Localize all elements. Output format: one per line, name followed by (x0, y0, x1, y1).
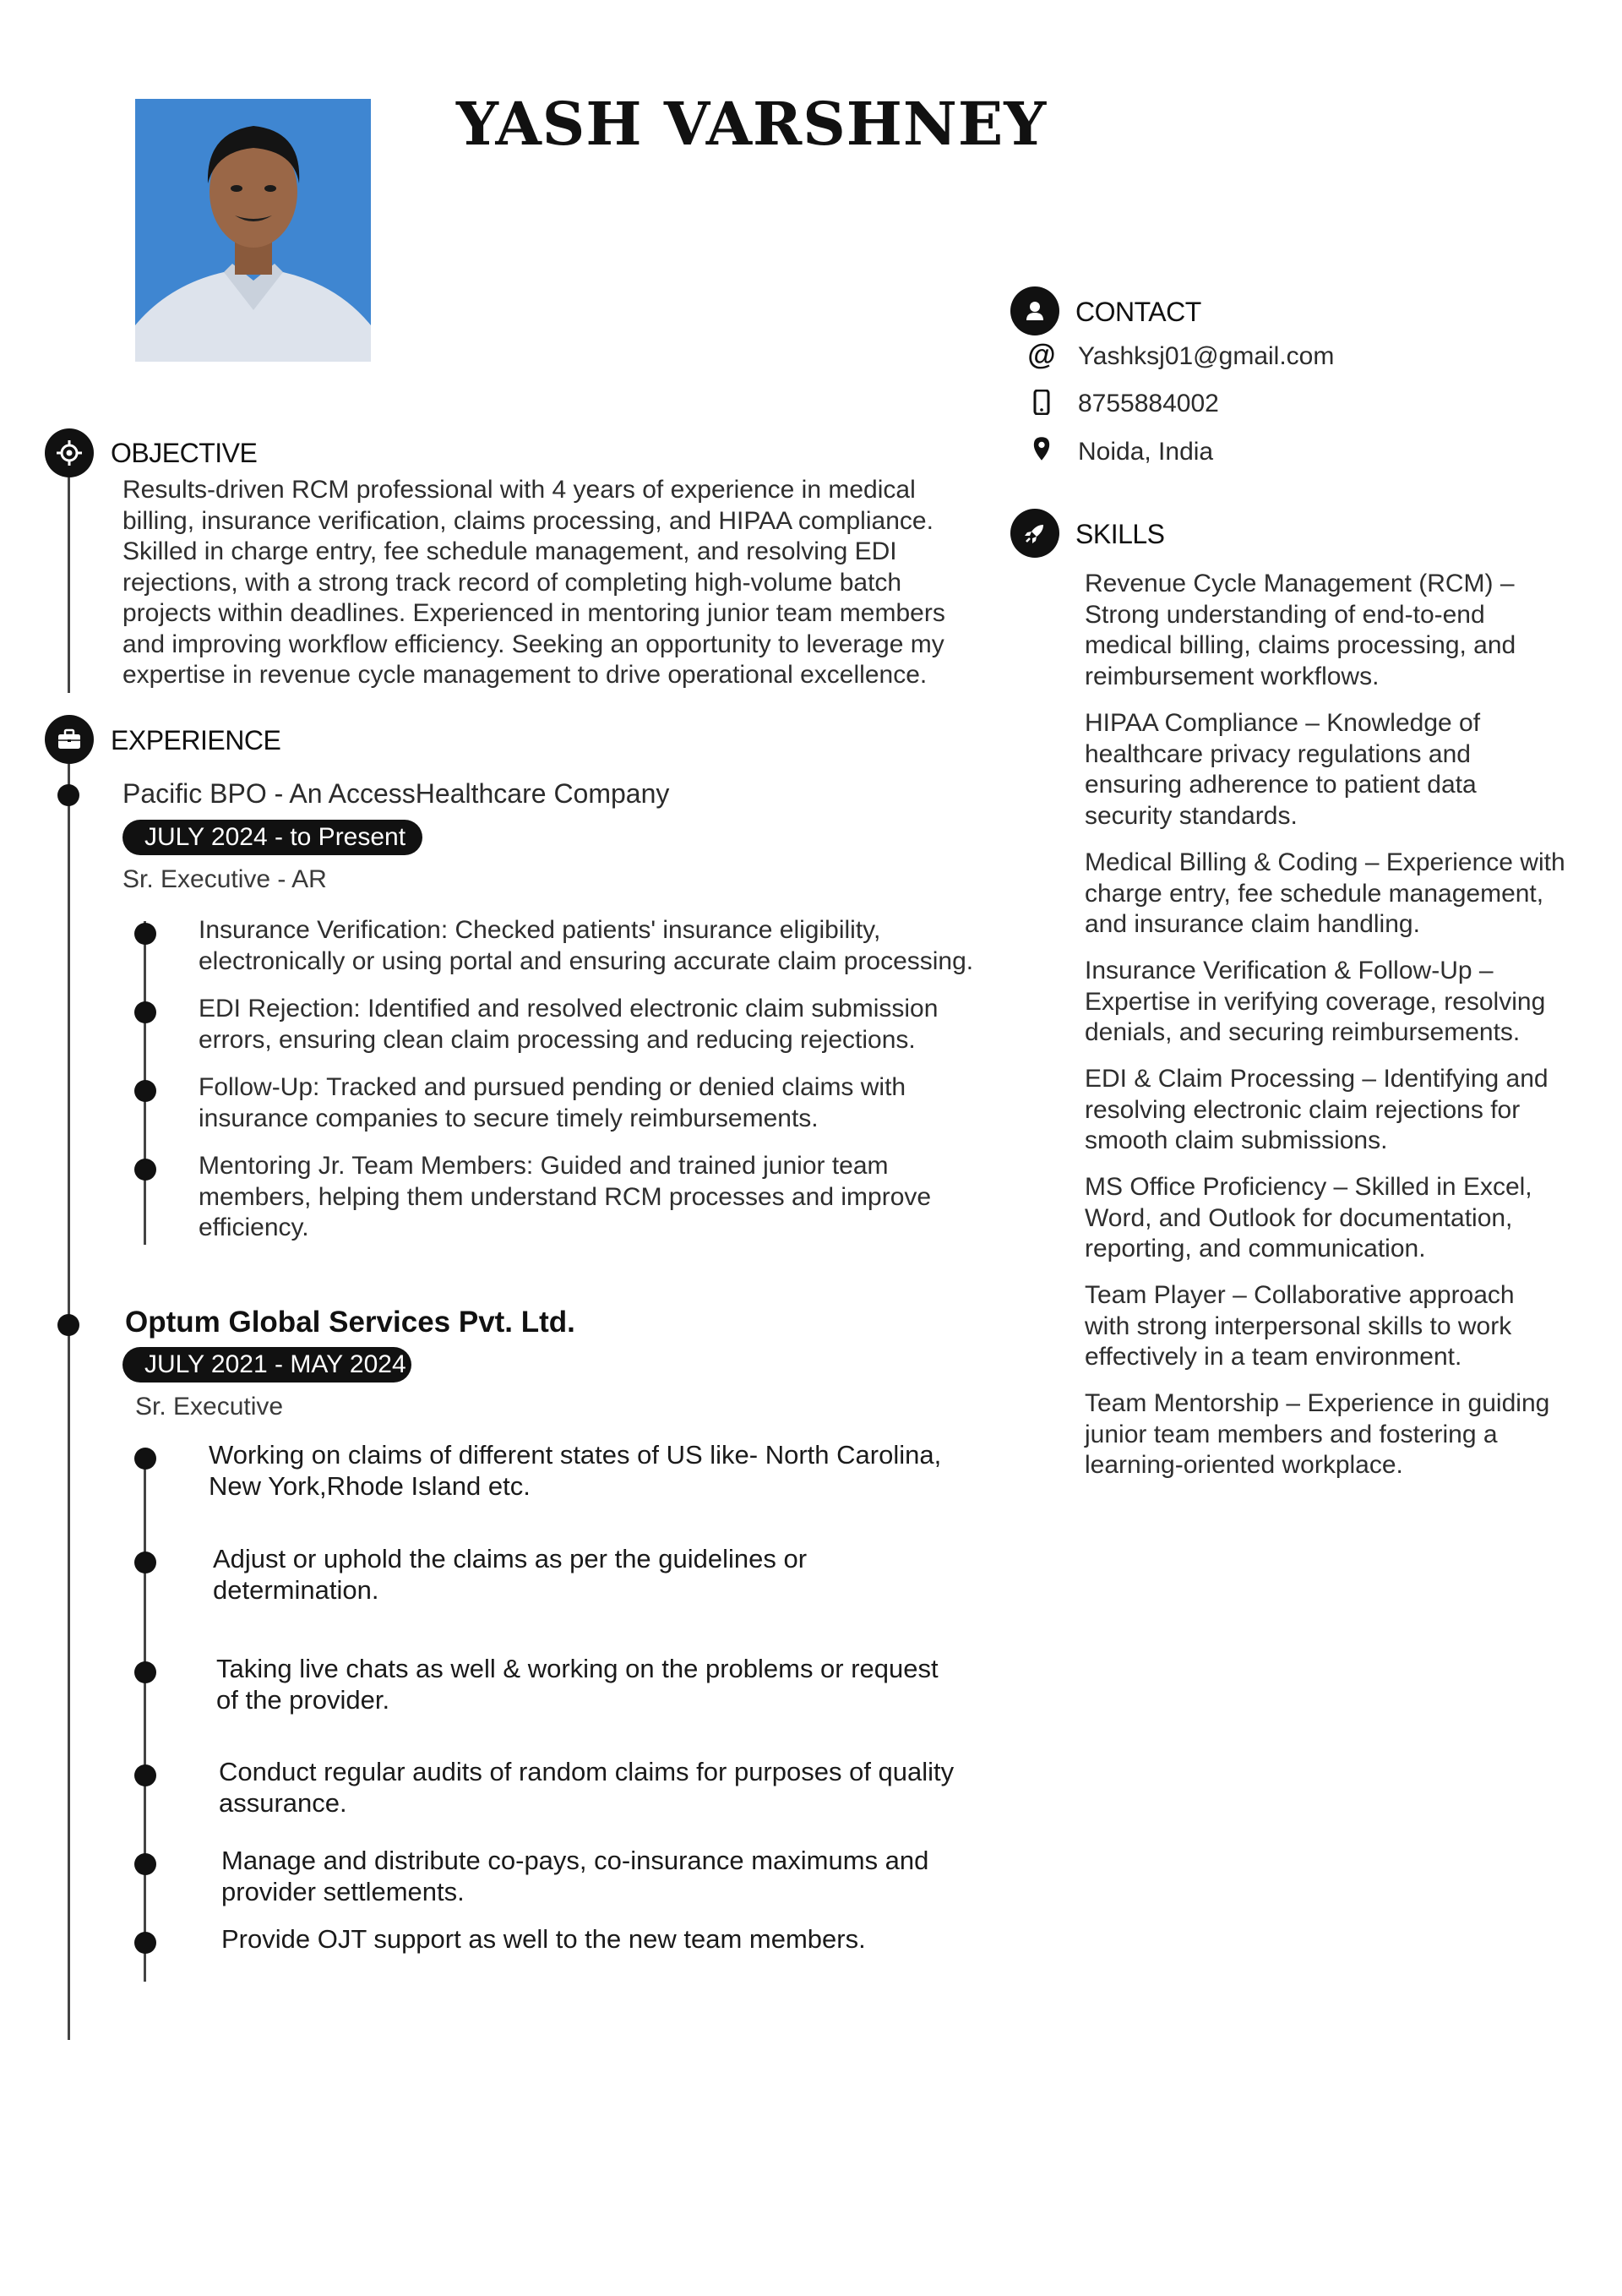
bullet-dot (134, 1080, 156, 1102)
bullet-dot (134, 1159, 156, 1181)
contact-heading: CONTACT (1075, 297, 1201, 327)
contact-person-icon (1010, 286, 1059, 335)
location-pin-icon (1027, 434, 1056, 463)
bullet-dot (134, 1853, 156, 1875)
experience-timeline-line (68, 764, 70, 2040)
job-bullet: Manage and distribute co-pays, co-insurance maximums and provider settlements. (221, 1846, 929, 1906)
job-bullet: Provide OJT support as well to the new team members. (221, 1924, 866, 1954)
job-bullet: Mentoring Jr. Team Members: Guided and trained junior team members, helping them understand RCM processes and improve efficiency. (199, 1152, 932, 1241)
candidate-name: YASH VARSHNEY (456, 89, 1048, 159)
profile-photo (135, 99, 371, 362)
job-dates-badge: JULY 2021 - MAY 2024 (122, 1347, 411, 1383)
skill-item: Insurance Verification & Follow-Up – Expertise in verifying coverage, resolving denials, and securing reimbursements. (1085, 957, 1546, 1046)
skill-item: MS Office Proficiency – Skilled in Excel, Word, and Outlook for documentation, reporting, and communication. (1085, 1173, 1532, 1263)
experience-briefcase-icon (45, 715, 94, 764)
contact-phone[interactable]: 8755884002 (1078, 390, 1219, 417)
contact-location: Noida, India (1078, 438, 1214, 466)
skills-heading: SKILLS (1075, 519, 1165, 549)
company-name: Pacific BPO - An AccessHealthcare Company (122, 778, 670, 809)
job-bullet: Conduct regular audits of random claims for purposes of quality assurance. (219, 1757, 955, 1818)
objective-target-icon (45, 428, 94, 477)
skill-item: Team Mentorship – Experience in guiding junior team members and fostering a learning-oriented workplace. (1085, 1389, 1550, 1479)
job-dates-badge: JULY 2024 - to Present (122, 820, 422, 855)
email-at-icon: @ (1027, 339, 1056, 371)
job-bullet: Follow-Up: Tracked and pursued pending or denied claims with insurance companies to secure timely reimbursements. (199, 1073, 906, 1132)
company-name: Optum Global Services Pvt. Ltd. (125, 1306, 575, 1339)
job-bullet: EDI Rejection: Identified and resolved electronic claim submission errors, ensuring clean claim processing and reducing rejections. (199, 995, 939, 1054)
bullet-dot (134, 1001, 156, 1023)
person-photo-icon (135, 99, 371, 362)
job-role: Sr. Executive - AR (122, 865, 327, 893)
contact-email[interactable]: Yashksj01@gmail.com (1078, 342, 1335, 370)
phone-icon (1027, 388, 1056, 417)
skill-item: Medical Billing & Coding – Experience with charge entry, fee schedule management, and insurance claim handling. (1085, 848, 1565, 938)
objective-heading: OBJECTIVE (111, 438, 258, 468)
job-bullet: Insurance Verification: Checked patients' insurance eligibility, electronically or using portal and ensuring accurate claim processing. (199, 916, 974, 975)
job-timeline-dot (57, 1314, 79, 1336)
bullet-dot (134, 1932, 156, 1954)
skill-item: Team Player – Collaborative approach with strong interpersonal skills to work effectively in a team environment. (1085, 1281, 1515, 1371)
bullet-dot (134, 1552, 156, 1573)
bullet-dot (134, 1661, 156, 1683)
skills-rocket-icon (1010, 509, 1059, 558)
job-bullet-line (144, 1449, 146, 1982)
skill-item: EDI & Claim Processing – Identifying and resolving electronic claim rejections for smooth claim submissions. (1085, 1065, 1549, 1154)
experience-heading: EXPERIENCE (111, 725, 281, 755)
skill-item: HIPAA Compliance – Knowledge of healthcare privacy regulations and ensuring adherence to patient data security standards. (1085, 709, 1481, 830)
bullet-dot (134, 1448, 156, 1470)
job-bullet: Adjust or uphold the claims as per the guidelines or determination. (213, 1544, 808, 1605)
bullet-dot (134, 923, 156, 945)
job-bullet: Taking live chats as well & working on the problems or request of the provider. (216, 1654, 939, 1715)
skill-item: Revenue Cycle Management (RCM) – Strong understanding of end-to-end medical billing, claims processing, and reimbursement workflows. (1085, 570, 1516, 690)
objective-text: Results-driven RCM professional with 4 years of experience in medical billing, insurance verification, claims processing, and HIPAA compliance. Skilled in charge entry, fee schedule management, and resolving EDI rejections, with a strong track record of completing high-volume batch projects within deadlines. Experienced in mentoring junior team members and improving workflow efficiency. Seeking an opportunity to leverage my expertise in revenue cycle management to drive operational excellence. (122, 476, 945, 689)
objective-timeline-line (68, 477, 70, 693)
job-bullet: Working on claims of different states of US like- North Carolina, New York,Rhode Island etc. (209, 1440, 942, 1501)
job-role: Sr. Executive (135, 1393, 284, 1421)
job-timeline-dot (57, 784, 79, 806)
bullet-dot (134, 1764, 156, 1786)
